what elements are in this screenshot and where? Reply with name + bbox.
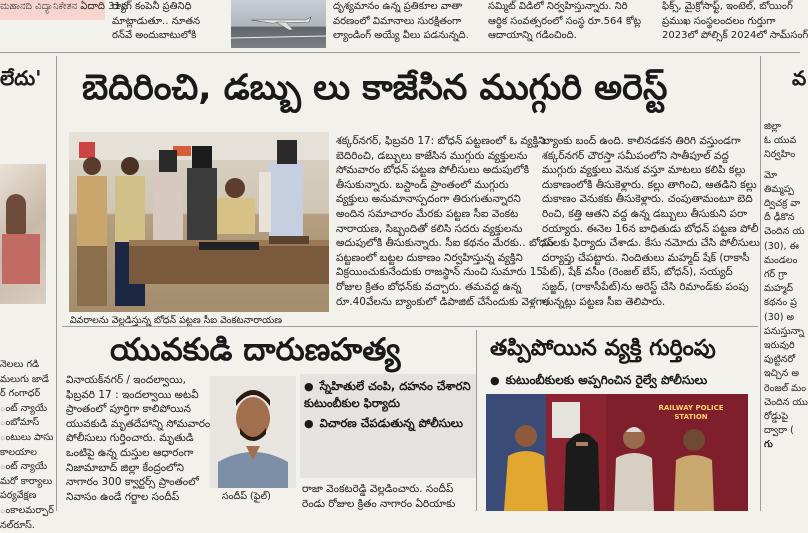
article-1-line: దర్యాప్తు చేపట్టారు. నిందితులు మహ్మద్ షేక్ (రాకాసీ (542, 251, 750, 264)
article-1-line: శక్కర్‌నగర్, ఫిబ్రవరి 17: బోధన్ పట్టణంలో ఓ వ్యక్తిని (336, 135, 546, 147)
article-1-line: తీసుకున్నారు. బస్టాండ్ ప్రాంతంలో ముగ్గురు (336, 178, 509, 191)
article-1-line: బ్యాంకు బంద్ ఉంది. కాలినడకన తిరిగి వస్తుండగా (542, 135, 741, 147)
article-1-line: పేట్), షేక్ వసీం (రెంజల్ బేస్, బోధన్), సయ్యద్ (542, 266, 733, 279)
article-2-line: రాజా వెంకటరెడ్డి వెల్లడించారు. సందీప్ (302, 483, 454, 495)
right-line: పనుస్తున్నా (764, 325, 805, 337)
left-line: కాలయాల (0, 446, 37, 458)
article-1-photo-caption: వివరాలను వెల్లడిస్తున్న బోధన్ పట్టణ సీఐ వెంకటనారాయణ (70, 315, 282, 326)
highlight-bullet: ● స్నేహితులే చంపి, దహనం చేశారని కుటుంబీకుల ఫిర్యాదు (304, 378, 472, 411)
top-col-5 (662, 0, 808, 44)
right-line: చెందిన యు (764, 396, 808, 408)
right-line: (30), ఈ (764, 240, 799, 252)
police-press-photo (69, 132, 329, 312)
article-2-line: వినాయక్‌నగర్ / ఇందల్వాయి, (66, 374, 186, 386)
article-2-line: యువకుడి మృతదేహాన్ని సోమవారం (66, 417, 211, 430)
top-col-2-line: రన్‌వే అందుబాటులోకి (112, 30, 197, 42)
top-col-1-line: ಮಹಾನದಿ ವಿದ್ಯಾನಿಕೇತನ ఏదాది 31వ (0, 1, 128, 12)
article-1-line: అందిన సమాచారం మేరకు పట్టణ సీఐ వెంకట (336, 207, 519, 220)
top-col-5-line: ప్రముఖ సంస్థలందలం గుర్తుగా (662, 15, 776, 27)
article-1-line: పట్టణంలో బట్టల దుకాణం నిర్వహిస్తున్న వ్యక్తిని (336, 251, 523, 264)
top-col-4 (488, 0, 648, 44)
top-col-3-line: వరణంలో విమానాలు సురక్షితంగా (333, 15, 462, 27)
right-line: రెంజల్ మం (764, 382, 807, 394)
article-2-3-divider (476, 330, 477, 511)
article-1-line: సులకు ఫిర్యాదు చేశాడు. కేసు నమోదు చేసి పోలీసులు (542, 237, 760, 250)
article-1-line: ముగ్గురు వ్యక్తులు వెనుక వస్తూ మాటలు కలిపి కల్లు (542, 164, 746, 177)
article-1-line: అదుపులోకి తీసుకున్నారు. సీఐ కథనం మేరకు.. బోధన్ (336, 237, 554, 250)
left-line: నల్‌రూస్. (0, 519, 35, 531)
article-2-line: ఒంటిపై ఉన్న దుస్తుల ఆధారంగా (66, 446, 194, 459)
top-col-3-line: ల్యాండింగ్ అయ్యే వీలు పడనున్నది. (333, 30, 469, 42)
article-1 (62, 56, 758, 326)
runway-photo (231, 0, 326, 48)
article-2-line: పోలీసులు గుర్తించారు. మృతుడి (66, 432, 194, 445)
article-3-headline: తప్పిపోయిన వ్యక్తి గుర్తింపు (490, 336, 716, 361)
top-col-3 (333, 0, 473, 44)
victim-photo (210, 376, 296, 488)
top-strip (0, 0, 808, 50)
right-line: తిమ్మప్ప (764, 183, 794, 195)
top-col-4-line: ఆదాయాన్ని గడించింది. (488, 30, 577, 42)
photo-figures (69, 132, 329, 312)
article-1-line: రోజుల క్రితం బోధన్‌కు వచ్చారు. తమవద్ద ఉన్న (336, 280, 522, 293)
article-3 (482, 328, 758, 511)
right-line: దీ ఢీకొన (764, 212, 795, 224)
top-divider (0, 52, 800, 53)
right-headline-fragment: వ (792, 66, 807, 90)
right-line: ఓ యువ (764, 135, 797, 147)
article-1-line: బెదిరించి, డబ్బులు కాజేసిన ముగ్గురు వ్యక్తులను (336, 149, 528, 162)
left-line: ర్ గంగాధర్ (0, 388, 41, 400)
railway-police-banner: RAILWAY POLICE STATION (658, 404, 724, 421)
article-1-line: దుకాణం వెనుకకు తీసుకెళ్లారు. చంపుతామంటూ బెది (542, 193, 753, 206)
left-line: మలుగు జాడే (0, 373, 49, 385)
left-text-col (0, 358, 52, 533)
left-line: ంబోమాస్ (0, 417, 40, 429)
right-line: మండలం (764, 254, 798, 266)
right-sliver (764, 56, 808, 511)
left-divider (56, 56, 57, 511)
left-line: ంట్ న్యాయే (0, 402, 48, 414)
top-col-2-line: మాట్లాడుతూ.. నూతన (112, 15, 201, 27)
article-2-headline: యువకుడి దారుణహత్య (110, 332, 401, 368)
left-sliver (0, 56, 54, 531)
left-line: పర్యవేక్షణ (0, 490, 37, 502)
article-1-line: సజ్జద్, (రాకాసీపేట్)ను అరెస్ట్ చేసి రిమాండ్‌కు పంపు (542, 280, 749, 293)
article-2-col-2 (302, 482, 472, 511)
right-divider (760, 56, 761, 511)
left-line: మరో కార్యాలు (0, 475, 53, 487)
right-line: మహ్మద్ (764, 283, 793, 295)
right-line: (30) అ (764, 311, 795, 323)
top-col-4-line: సమ్మిట్ విడిలో నిర్వహిస్తున్నారు. నిరి (488, 1, 628, 12)
right-line: గు (764, 439, 773, 451)
right-line: ఇచ్చిన అ (764, 368, 799, 380)
railway-police-photo (486, 394, 748, 511)
article-2-col-1 (66, 373, 211, 504)
left-line: ంట్ న్యాయే (0, 461, 48, 473)
article-1-line: రయ్యారు. ఈనెల 16న బాధితుడు బోధన్ పట్టణ పోలీ (542, 222, 759, 235)
article-2-line: నివాసం ఉండే గర్జాల సందీప్ (66, 490, 180, 503)
top-col-1 (0, 0, 128, 20)
article-1-line: రించి, కత్తి ఆతని వద్ద ఉన్న డబ్బులు తీసుకుని పరా (542, 207, 747, 220)
left-quote: లేదు' (0, 66, 42, 90)
article-1-line: తున్నట్లు పట్టణ సీఐ తెలిపారు. (542, 295, 666, 308)
left-line: ంటులు పాసు (0, 431, 54, 443)
article-1-line: శక్కర్‌నగర్ చౌరస్తా సమీపంలోని సాతీపూల్ వద్ద (542, 149, 729, 162)
top-col-4-line: ఆర్థిక సంవత్సరంలో సంస్థ రూ.564 కోట్ల (488, 15, 642, 27)
left-line: ంకాలమర్పార్ (0, 504, 54, 516)
article-2 (62, 328, 472, 511)
article-1-line: సోమవారం బోధన్ పట్టణ పోలీసులు అదుపులోకి (336, 164, 530, 177)
right-line: చెందిన య (764, 226, 805, 238)
top-col-2 (112, 0, 224, 44)
article-2-line: నిజామాబాద్ జిల్లా కేంద్రంలోని (66, 461, 184, 474)
article-1-line: వ్యక్తులు అనుమానాస్పదంగా తిరుగుతున్నారని (336, 193, 521, 206)
article-1-col-2 (542, 134, 760, 309)
article-1-col-1 (336, 134, 554, 309)
article-2-highlights (300, 374, 476, 478)
left-photo (0, 164, 46, 304)
article-1-headline: బెదిరించి, డబ్బు లు కాజేసిన ముగ్గురి అరెస్ట్ (82, 68, 668, 108)
top-col-5-line: ఫిక్స్, మైక్రోసాఫ్ట్, ఇంటెల్, బోయింగ్ (662, 1, 793, 12)
right-line: జిల్లా (764, 121, 781, 132)
right-line: రోడ్డుపై (764, 411, 789, 423)
top-col-3-line: దృశ్యమానం ఉన్న ప్రతికూల వాతా (333, 1, 463, 12)
right-line: ద్విచక్ర వా (764, 198, 801, 210)
article-1-line: విక్రయించుకునేందుకు రాజస్థాన్ నుంచి సుమారు 15 (336, 266, 544, 279)
airplane-icon (231, 0, 326, 48)
right-line: ఇరువురి (764, 340, 795, 352)
article-2-line: ప్రాంతంలో పూర్తిగా కాలిపోయిన (66, 403, 192, 416)
victim-photo-caption: సందీప్ (ఫైల్) (222, 491, 271, 502)
article-3-subhead: ● కుటుంబీకులకు అప్పగించిన రైల్వే పోలీసులు (490, 372, 758, 389)
right-line: గర్ గ్రా (764, 269, 787, 281)
right-line: మో (764, 169, 778, 181)
highlight-bullet: ● విచారణ చేపడుతున్న పోలీసులు (304, 415, 472, 432)
article-1-line: దుకాణంలోకి తీసుకెళ్లారు. కల్లు తాగించి, ఆతడిని కల్లు (542, 178, 757, 191)
article-1-bottom-divider (62, 326, 758, 327)
article-2-line: నాగారం 300 క్వార్టర్స్ ప్రాంతంలో (66, 476, 199, 489)
right-line: పుట్టినరో (764, 354, 796, 366)
article-1-line: రూ.40వేలను బ్యాంకులో డిపాజిట్ చేసేందుకు వెళ్లగా, (336, 295, 549, 308)
right-line: కథనం ప్ర (764, 297, 797, 309)
top-col-5-line: 2023లో పోల్సిక్ 2024లో సామ్‌సంగ్ (662, 30, 808, 42)
article-2-line: రెండు రోజుల క్రితం నాగారం ఏరియాకు (302, 497, 456, 510)
article-1-line: నారాయణ, సిబ్బందితో కలిసి సదరు వ్యక్తులను (336, 222, 523, 235)
article-2-line: ఫిబ్రవరి 17 : ఇందల్వాయి అటవీ (66, 388, 199, 401)
right-line: ద్వారా ( (764, 425, 794, 437)
right-text-col (764, 120, 808, 453)
top-col-2-line: ర్యాగ్ కంపెనీ ప్రతినిధి (112, 1, 192, 12)
left-line: నెలలు గడి (0, 359, 40, 370)
right-line: నిర్వహిం (764, 149, 796, 161)
